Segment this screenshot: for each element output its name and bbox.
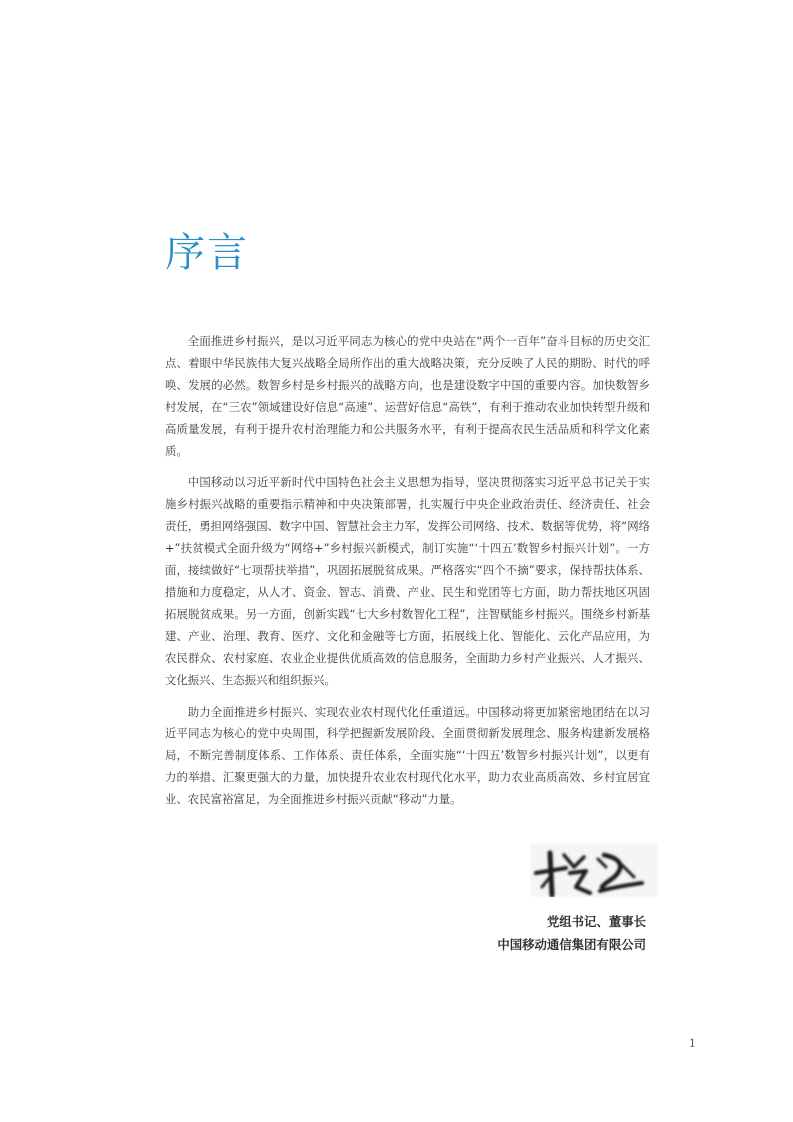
paragraph-2: 中国移动以习近平新时代中国特色社会主义思想为指导，坚决贯彻落实习近平总书记关于实施乡村振兴战略的重要指示精神和中央决策部署，扎实履行中央企业政治责任、经济责任、社会责任，勇担网络强国、数字中国、智慧社会主力军，发挥公司网络、技术、数据等优势，将“网络+”扶贫模式全面升级为“网络+”乡村振兴新模式，制订实施“‘十四五’数智乡村振兴计划”。一方面，接续做好“七项帮扶举措”，巩固拓展脱贫成果。严格落实“四个不摘”要求，保持帮扶体系、措施和力度稳定，从人才、资金、智志、消费、产业、民生和党团等七方面，助力帮扶地区巩固拓展脱贫成果。另一方面，创新实践“七大乡村数智化工程”，注智赋能乡村振兴。围绕乡村新基建、产业、治理、教育、医疗、文化和金融等七方面，拓展线上化、智能化、云化产品应用，为农民群众、农村家庭、农业企业提供优质高效的信息服务，全面助力乡村产业振兴、人才振兴、文化振兴、生态振兴和组织振兴。 — [165, 475, 650, 687]
page-title: 序言 — [165, 230, 249, 276]
signatory-title: 党组书记、董事长 — [546, 914, 646, 929]
preface-body — [165, 331, 650, 821]
handwritten-signature — [530, 843, 658, 897]
page-number: 1 — [689, 1037, 696, 1050]
signature-block — [497, 910, 646, 956]
company-name: 中国移动通信集团有限公司 — [497, 937, 646, 952]
paragraph-1: 全面推进乡村振兴，是以习近平同志为核心的党中央站在“两个一百年”奋斗目标的历史交汇点、着眼中华民族伟大复兴战略全局所作出的重大战略决策，充分反映了人民的期盼、时代的呼唤、发展的必然。数智乡村是乡村振兴的战略方向，也是建设数字中国的重要内容。加快数智乡村发展，在“三农”领域建设好信息“高速”、运营好信息“高铁”，有利于推动农业加快转型升级和高质量发展，有利于提升农村治理能力和公共服务水平，有利于提高农民生活品质和科学文化素质。 — [165, 334, 650, 458]
paragraph-3: 助力全面推进乡村振兴、实现农业农村现代化任重道远。中国移动将更加紧密地团结在以习近平同志为核心的党中央周围，科学把握新发展阶段、全面贯彻新发展理念、服务构建新发展格局，不断完善制度体系、工作体系、责任体系，全面实施“‘十四五’数智乡村振兴计划”，以更有力的举措、汇聚更强大的力量，加快提升农业农村现代化水平，助力农业高质高效、乡村宜居宜业、农民富裕富足，为全面推进乡村振兴贡献“移动”力量。 — [165, 704, 650, 807]
